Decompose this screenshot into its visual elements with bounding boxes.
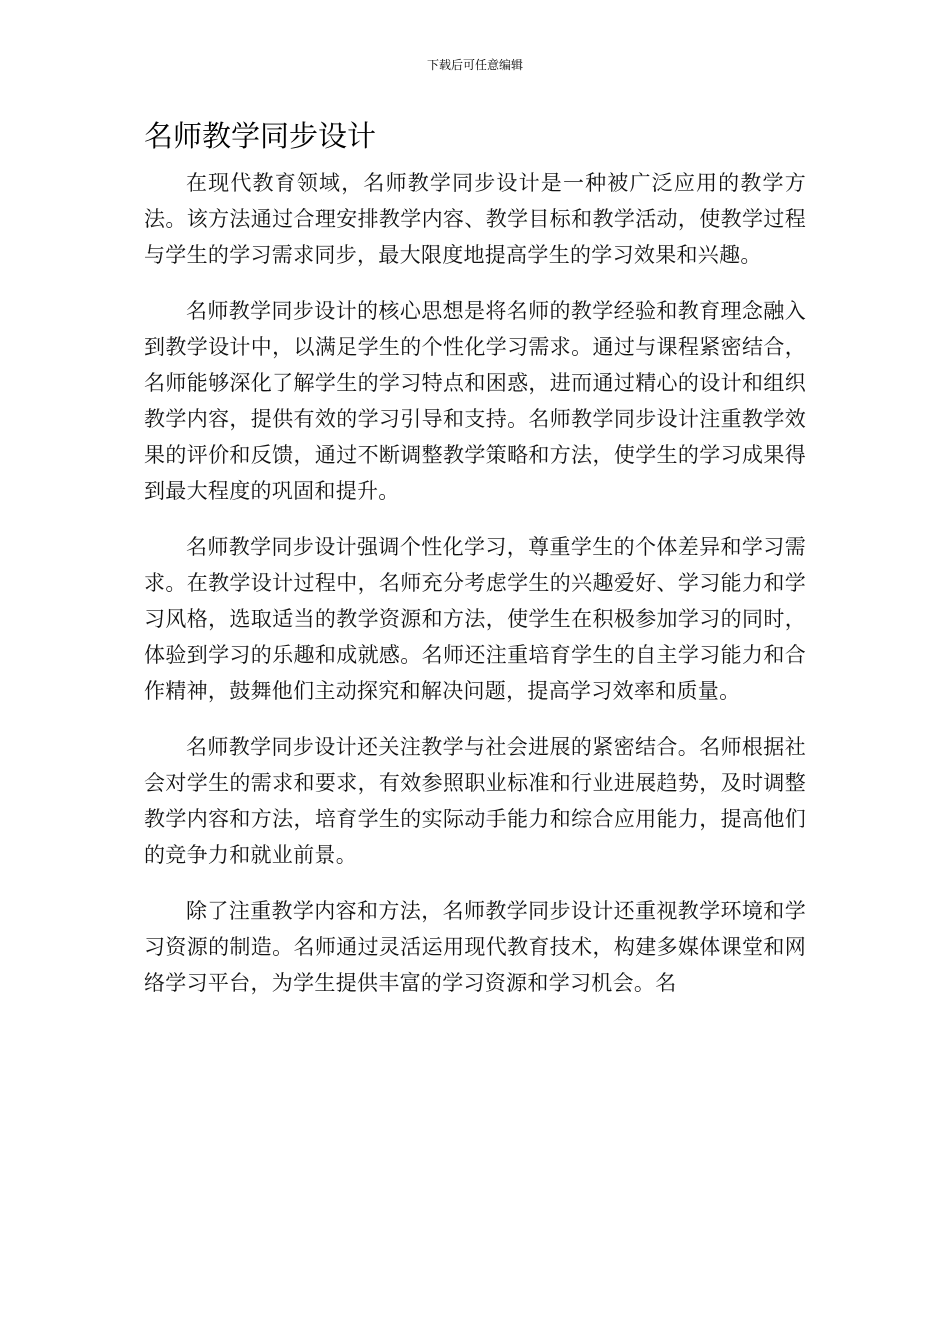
paragraph-4: 名师教学同步设计还关注教学与社会进展的紧密结合。名师根据社会对学生的需求和要求，有效参照职业标准和行业进展趋势，及时调整教学内容和方法，培育学生的实际动手能力和综合应用能力，提高他们的竞争力和就业前景。 [144,735,806,867]
paragraph-1: 在现代教育领域，名师教学同步设计是一种被广泛应用的教学方法。该方法通过合理安排教学内容、教学目标和教学活动，使教学过程与学生的学习需求同步，最大限度地提高学生的学习效果和兴趣。 [144,171,806,267]
paragraph-2: 名师教学同步设计的核心思想是将名师的教学经验和教育理念融入到教学设计中，以满足学生的个性化学习需求。通过与课程紧密结合，名师能够深化了解学生的学习特点和困惑，进而通过精心的设计和组织教学内容，提供有效的学习引导和支持。名师教学同步设计注重教学效果的评价和反馈，通过不断调整教学策略和方法，使学生的学习成果得到最大程度的巩固和提升。 [144,299,806,503]
download-note: 下载后可任意编辑 [426,58,523,72]
paragraph-5: 除了注重教学内容和方法，名师教学同步设计还重视教学环境和学习资源的制造。名师通过灵活运用现代教育技术，构建多媒体课堂和网络学习平台，为学生提供丰富的学习资源和学习机会。名 [144,899,806,995]
paragraph-3: 名师教学同步设计强调个性化学习，尊重学生的个体差异和学习需求。在教学设计过程中，名师充分考虑学生的兴趣爱好、学习能力和学习风格，选取适当的教学资源和方法，使学生在积极参加学习的同时，体验到学习的乐趣和成就感。名师还注重培育学生的自主学习能力和合作精神，鼓舞他们主动探究和解决问题，提高学习效率和质量。 [144,535,806,703]
page-title: 名师教学同步设计 [144,119,377,153]
document-body [144,165,806,1021]
